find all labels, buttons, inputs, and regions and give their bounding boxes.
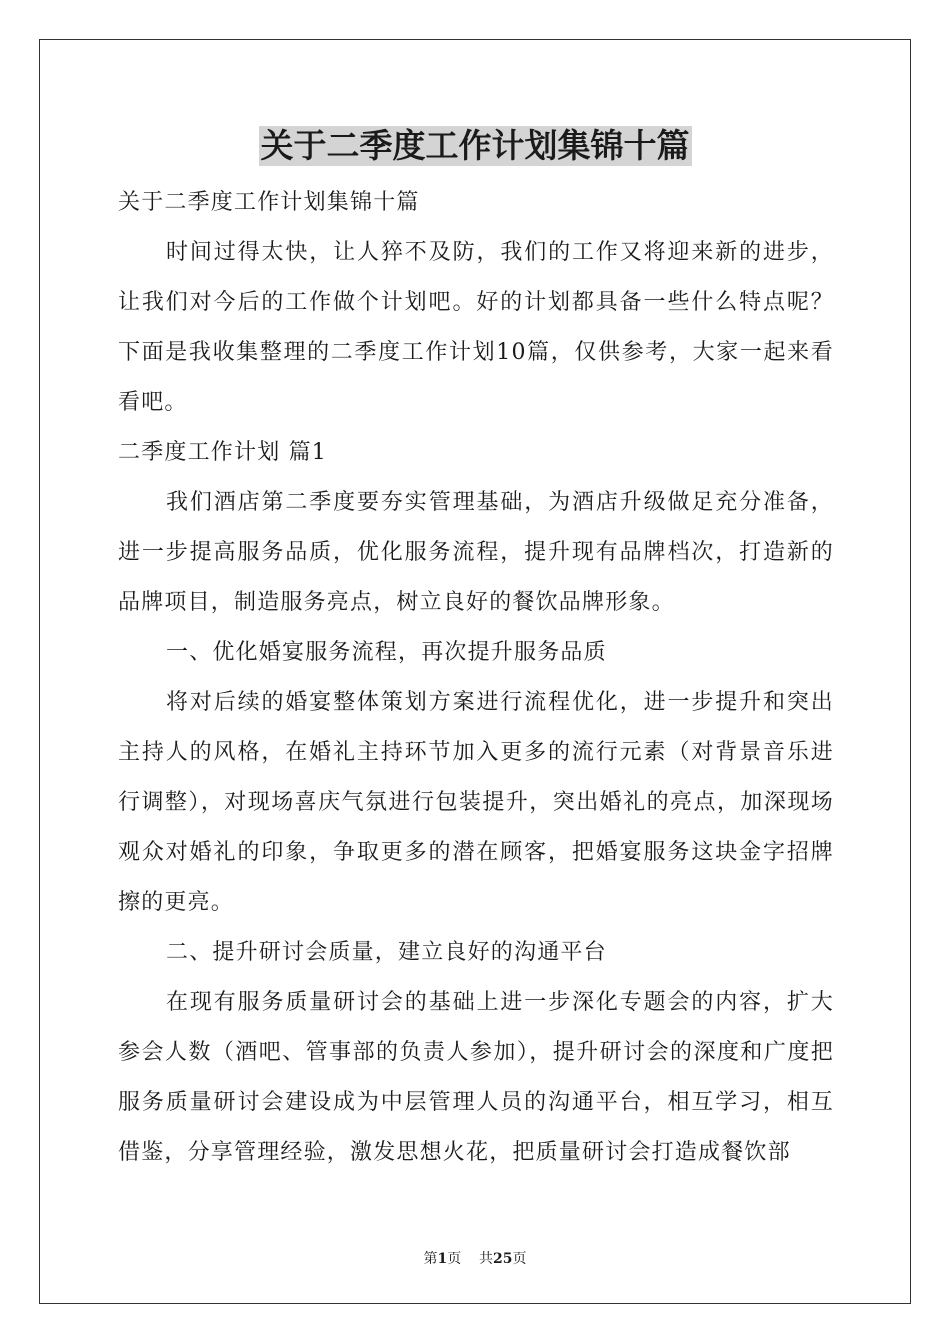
- document-title: 关于二季度工作计划集锦十篇: [260, 126, 690, 165]
- total-prefix: 共: [479, 1251, 494, 1267]
- paragraph: 二季度工作计划 篇1: [118, 440, 327, 465]
- page-suffix: 页: [447, 1251, 462, 1267]
- paragraph: 将对后续的婚宴整体策划方案进行流程优化，进一步提升和突出主持人的风格，在婚礼主持环节加入更多的流行元素（对背景音乐进行调整），对现场喜庆气氛进行包装提升，突出婚礼的亮点，加深现场观众对婚礼的印象，争取更多的潜在顾客，把婚宴服务这块金字招牌擦的更亮。: [118, 690, 834, 915]
- page-number: 1: [437, 1251, 448, 1267]
- total-suffix: 页: [512, 1251, 527, 1267]
- page-footer: [0, 1248, 950, 1268]
- total-pages: 25: [493, 1251, 513, 1267]
- paragraph: 一、优化婚宴服务流程，再次提升服务品质: [166, 640, 607, 665]
- title-container: [0, 126, 950, 166]
- paragraph: 在现有服务质量研讨会的基础上进一步深化专题会的内容，扩大参会人数（酒吧、管事部的负责人参加），提升研讨会的深度和广度把服务质量研讨会建设成为中层管理人员的沟通平台，相互学习，相互借鉴，分享管理经验，激发思想火花，把质量研讨会打造成餐饮部: [118, 990, 834, 1165]
- document-body: [118, 178, 834, 1178]
- page-prefix: 第: [423, 1251, 438, 1267]
- paragraph: 二、提升研讨会质量，建立良好的沟通平台: [166, 940, 607, 965]
- paragraph: 关于二季度工作计划集锦十篇: [118, 190, 420, 215]
- paragraph: 我们酒店第二季度要夯实管理基础，为酒店升级做足充分准备，进一步提高服务品质，优化服务流程，提升现有品牌档次，打造新的品牌项目，制造服务亮点，树立良好的餐饮品牌形象。: [118, 490, 834, 615]
- paragraph: 时间过得太快，让人猝不及防，我们的工作又将迎来新的进步，让我们对今后的工作做个计划吧。好的计划都具备一些什么特点呢？下面是我收集整理的二季度工作计划10篇，仅供参考，大家一起来看看吧。: [118, 240, 834, 415]
